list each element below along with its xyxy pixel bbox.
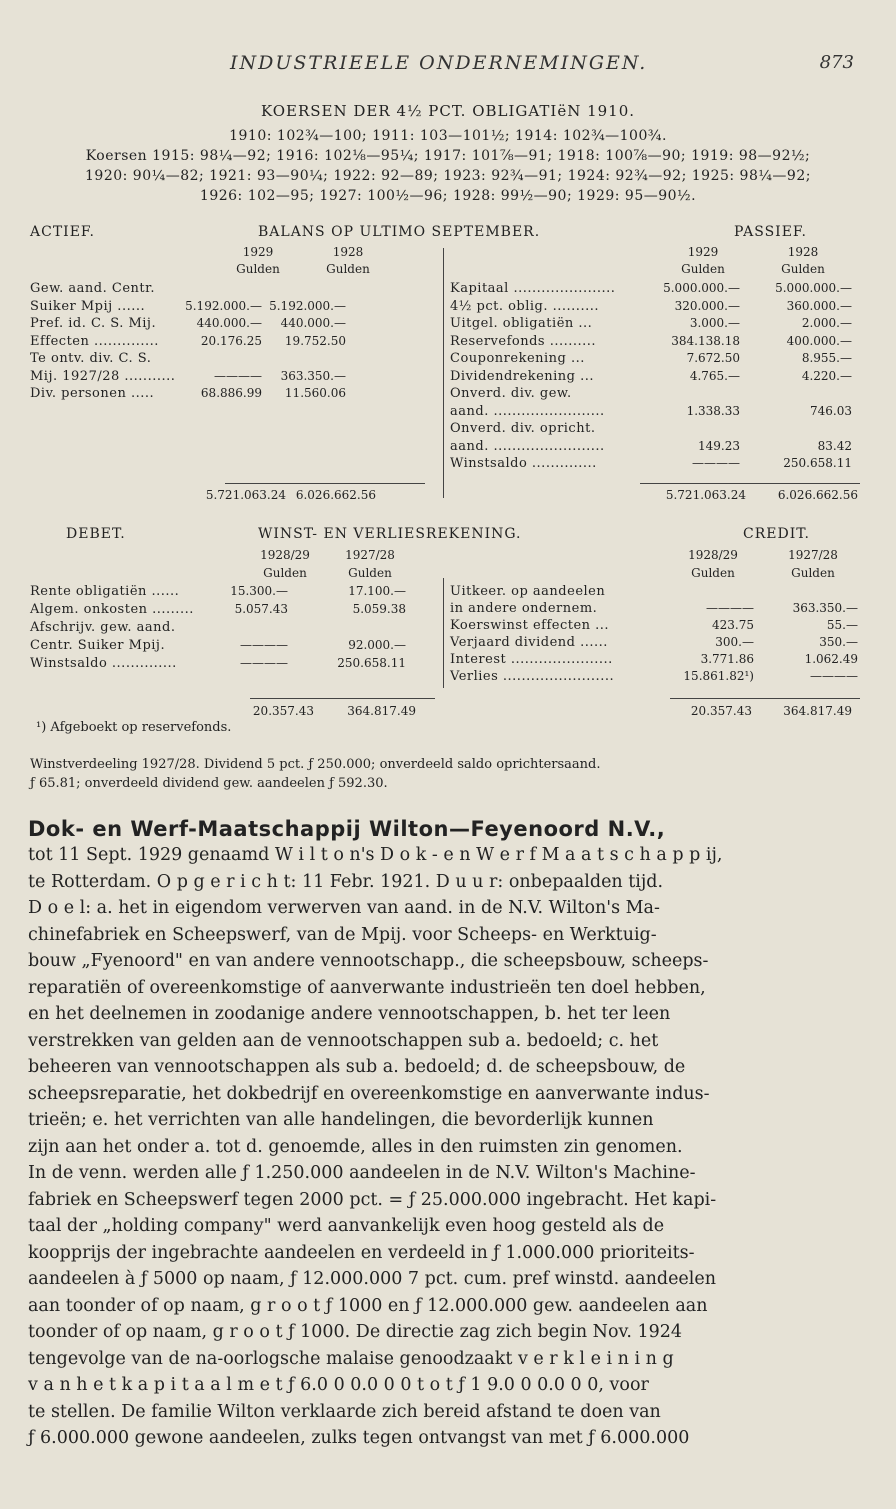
credit-label: Uitkeer. op aandeelen: [450, 584, 606, 599]
debet-value-2: 92.000.—: [348, 638, 406, 652]
body-text-line: scheepsreparatie, het dokbedrijf en overeenkomstige en aanverwante indus-: [28, 1083, 710, 1104]
passief-value-1929: 1.338.33: [686, 403, 740, 418]
koersen-title: KOERSEN DER 4½ PCT. OBLIGATIëN 1910.: [260, 102, 636, 120]
actief-value-1928: 440.000.—: [280, 316, 346, 330]
actief-value-1928: 5.192.000.—: [269, 298, 346, 313]
actief-label: Div. personen .....: [30, 386, 155, 401]
passief-title: PASSIEF.: [734, 224, 807, 240]
credit-value-1: 300.—: [715, 635, 754, 649]
passief-value-1928: 8.955.—: [801, 351, 852, 365]
debet-value-1: 5.057.43: [234, 602, 288, 616]
passief-value-1928: 4.220.—: [801, 368, 852, 383]
credit-label: Verlies ........................: [450, 669, 615, 684]
body-text-line: trieën; e. het verrichten van alle handelingen, die bevorderlijk kunnen: [28, 1110, 654, 1130]
body-text-line: toonder of op naam, g r o o t ƒ 1000. De directie zag zich begin Nov. 1924: [28, 1322, 682, 1342]
debet-label: Centr. Suiker Mpij.: [30, 638, 166, 653]
body-text-line: zijn aan het onder a. tot d. genoemde, alles in den ruimsten zin genomen.: [28, 1136, 683, 1157]
total-value: 20.357.43: [252, 704, 314, 718]
sum-rule: [250, 698, 435, 699]
passief-label: Dividendrekening ...: [450, 368, 595, 384]
passief-value-1928: 746.03: [810, 403, 852, 418]
body-text-line: ƒ 6.000.000 gewone aandeelen, zulks tegen ontvangst van met ƒ 6.000.000: [28, 1428, 690, 1448]
koersen-line: Koersen 1915: 98¼—92; 1916: 102⅛—95¼; 1917: 101⅞—91; 1918: 100⅞—90; 1919: 98—92½;: [85, 148, 811, 164]
actief-value-1929: 5.192.000.—: [185, 298, 262, 313]
passief-value-1929: 3.000.—: [689, 316, 740, 330]
actief-label: Pref. id. C. S. Mij.: [30, 316, 157, 331]
year-header: 1928: [787, 245, 819, 259]
passief-label: Onverd. div. gew.: [450, 386, 572, 401]
passief-label: 4½ pct. oblig. ..........: [450, 298, 599, 314]
body-text-line: In de venn. werden alle ƒ 1.250.000 aandeelen in de N.V. Wilton's Machine-: [28, 1163, 696, 1183]
year-header: 1928/29: [260, 548, 310, 562]
credit-value-1: 423.75: [712, 618, 754, 632]
debet-value-1: ————: [240, 638, 288, 652]
footnote: ¹) Afgeboekt op reservefonds.: [36, 720, 232, 735]
column-divider: [443, 248, 444, 498]
unit-header: Gulden: [236, 262, 280, 276]
passief-label: Reservefonds ..........: [450, 333, 597, 349]
winstverdeeling-line: Winstverdeeling 1927/28. Dividend 5 pct. ƒ 250.000; onverdeeld saldo oprichtersaand.: [30, 757, 601, 772]
actief-value-1929: ————: [214, 368, 262, 383]
credit-label: in andere ondernem.: [450, 601, 598, 616]
actief-label: Te ontv. div. C. S.: [30, 351, 152, 366]
credit-value-2: ————: [810, 669, 858, 683]
passief-value-1928: 2.000.—: [801, 316, 852, 330]
credit-label: Koerswinst effecten ...: [450, 618, 610, 633]
actief-label: Gew. aand. Centr.: [30, 281, 156, 296]
credit-value-2: 363.350.—: [792, 601, 858, 615]
page-number: 873: [819, 52, 854, 73]
balans-title: BALANS OP ULTIMO SEPTEMBER.: [258, 224, 541, 240]
passief-value-1929: 320.000.—: [674, 298, 740, 313]
debet-label: Winstsaldo ..............: [30, 656, 177, 671]
debet-title: DEBET.: [66, 526, 126, 542]
actief-value-1929: 440.000.—: [196, 316, 262, 330]
debet-label: Afschrijv. gew. aand.: [30, 620, 176, 635]
actief-value-1929: 68.886.99: [200, 386, 262, 400]
total-value: 364.817.49: [783, 704, 852, 718]
passief-label: Kapitaal ......................: [450, 281, 616, 296]
body-text-line: te Rotterdam. O p g e r i c h t: 11 Febr. 1921. D u u r: onbepaalden tijd.: [28, 871, 664, 892]
passief-value-1929: 149.23: [698, 438, 740, 453]
unit-header: Gulden: [691, 566, 735, 580]
passief-label: aand. ........................: [450, 403, 605, 419]
total-value: 6.026.662.56: [295, 488, 376, 502]
debet-label: Algem. onkosten .........: [30, 602, 194, 617]
body-text-line: aandeelen à ƒ 5000 op naam, ƒ 12.000.000 7 pct. cum. pref winstd. aandeelen: [28, 1269, 717, 1289]
credit-value-2: 1.062.49: [804, 652, 858, 666]
passief-value-1929: 4.765.—: [689, 368, 740, 383]
company-heading: Dok- en Werf-Maatschappij Wilton—Feyenoord N.V.,: [28, 817, 666, 841]
koersen-line: 1926: 102—95; 1927: 100½—96; 1928: 99½—90; 1929: 95—90½.: [199, 188, 697, 204]
debet-label: Rente obligatiën ......: [30, 584, 180, 599]
passief-label: Uitgel. obligatiën ...: [450, 316, 593, 331]
body-text-line: tengevolge van de na-oorlogsche malaise genoodzaakt v e r k l e i n i n g: [28, 1348, 674, 1369]
passief-value-1929: 384.138.18: [671, 333, 740, 348]
passief-value-1928: 400.000.—: [786, 333, 852, 348]
body-text-line: aan toonder of op naam, g r o o t ƒ 1000 en ƒ 12.000.000 gew. aandeelen aan: [28, 1295, 708, 1316]
debet-value-2: 5.059.38: [352, 602, 406, 616]
unit-header: Gulden: [326, 262, 370, 276]
debet-value-1: 15.300.—: [230, 584, 288, 598]
credit-value-2: 55.—: [826, 618, 858, 632]
body-text-line: te stellen. De familie Wilton verklaarde zich bereid afstand te doen van: [28, 1401, 661, 1422]
sum-rule: [225, 483, 425, 484]
koersen-line: 1920: 90¼—82; 1921: 93—90¼; 1922: 92—89; 1923: 92¾—91; 1924: 92¾—92; 1925: 98¼—92;: [85, 168, 811, 184]
actief-title: ACTIEF.: [30, 224, 95, 240]
body-text-line: chinefabriek en Scheepswerf, van de Mpij. voor Scheeps- en Werktuig-: [28, 924, 657, 945]
actief-label: Suiker Mpij ......: [30, 298, 146, 314]
unit-header: Gulden: [791, 566, 835, 580]
credit-label: Verjaard dividend ......: [450, 635, 608, 650]
body-text-line: bouw „Fyenoord" en van andere vennootschapp., die scheepsbouw, scheeps-: [28, 951, 709, 971]
unit-header: Gulden: [263, 566, 307, 580]
sum-rule: [670, 698, 860, 699]
body-text-line: koopprijs der ingebrachte aandeelen en verdeeld in ƒ 1.000.000 prioriteits-: [28, 1242, 695, 1263]
total-value: 364.817.49: [347, 704, 416, 718]
credit-value-1: ————: [706, 601, 754, 615]
passief-value-1929: ————: [692, 456, 740, 470]
body-text-line: taal der „holding company" werd aanvankelijk even hoog gesteld als de: [28, 1216, 665, 1236]
body-text-line: fabriek en Scheepswerf tegen 2000 pct. = ƒ 25.000.000 ingebracht. Het kapi-: [28, 1189, 717, 1210]
credit-value-2: 350.—: [819, 635, 858, 649]
year-header: 1928/29: [688, 548, 738, 562]
winstverdeeling-line: ƒ 65.81; onverdeeld dividend gew. aandeelen ƒ 592.30.: [30, 776, 388, 791]
actief-label: Effecten ..............: [30, 333, 159, 349]
actief-value-1928: 363.350.—: [280, 368, 346, 383]
passief-label: Onverd. div. opricht.: [450, 421, 596, 436]
debet-value-2: 250.658.11: [337, 656, 406, 670]
passief-value-1928: 250.658.11: [783, 456, 852, 470]
actief-value-1929: 20.176.25: [200, 333, 262, 348]
total-value: 5.721.063.24: [205, 488, 286, 502]
body-text-line: reparatiën of overeenkomstige of aanverwante industrieën ten doel hebben,: [28, 977, 706, 998]
body-text-line: en het deelnemen in zoodanige andere vennootschappen, b. het ter leen: [28, 1004, 671, 1024]
actief-value-1928: 19.752.50: [284, 333, 346, 348]
actief-label: Mij. 1927/28 ...........: [30, 368, 176, 384]
passief-label: aand. ........................: [450, 438, 605, 454]
passief-value-1928: 5.000.000.—: [775, 281, 852, 295]
sum-rule: [640, 483, 860, 484]
unit-header: Gulden: [681, 262, 725, 276]
year-header: 1927/28: [788, 548, 838, 562]
body-text-line: v a n h e t k a p i t a a l m e t ƒ 6.0 0 0.0 0 0 t o t ƒ 1 9.0 0 0.0 0 0, voor: [28, 1375, 649, 1395]
total-value: 5.721.063.24: [665, 488, 746, 502]
actief-value-1928: 11.560.06: [284, 386, 346, 400]
debet-value-1: ————: [240, 656, 288, 670]
credit-value-1: 3.771.86: [700, 652, 754, 666]
total-value: 6.026.662.56: [777, 488, 858, 502]
credit-value-1: 15.861.82¹): [683, 669, 754, 683]
body-text-line: D o e l: a. het in eigendom verwerven van aand. in de N.V. Wilton's Ma-: [28, 898, 660, 918]
passief-label: Winstsaldo ..............: [450, 456, 597, 471]
body-text-line: tot 11 Sept. 1929 genaamd W i l t o n's D o k - e n W e r f M a a t s c h a p p ij,: [28, 845, 723, 865]
passief-value-1928: 83.42: [817, 438, 852, 453]
debet-value-2: 17.100.—: [348, 584, 406, 598]
body-text-line: verstrekken van gelden aan de vennootschappen sub a. bedoeld; c. het: [28, 1030, 659, 1051]
running-header: INDUSTRIEELE ONDERNEMINGEN.: [230, 52, 648, 74]
winst-title: WINST- EN VERLIESREKENING.: [258, 526, 522, 542]
year-header: 1927/28: [345, 548, 395, 562]
column-divider: [443, 578, 444, 688]
unit-header: Gulden: [781, 262, 825, 276]
passief-value-1929: 7.672.50: [686, 351, 740, 365]
passief-value-1929: 5.000.000.—: [663, 281, 740, 295]
unit-header: Gulden: [348, 566, 392, 580]
total-value: 20.357.43: [690, 704, 752, 718]
year-header: 1929: [242, 245, 274, 259]
body-text-line: beheeren van vennootschappen als sub a. bedoeld; d. de scheepsbouw, de: [28, 1057, 686, 1077]
credit-title: CREDIT.: [743, 526, 810, 542]
passief-value-1928: 360.000.—: [786, 298, 852, 313]
year-header: 1929: [687, 245, 719, 259]
credit-label: Interest ......................: [450, 652, 613, 667]
year-header: 1928: [332, 245, 364, 259]
passief-label: Couponrekening ...: [450, 351, 585, 366]
koersen-line: 1910: 102¾—100; 1911: 103—101½; 1914: 102¾—100¾.: [229, 128, 667, 144]
